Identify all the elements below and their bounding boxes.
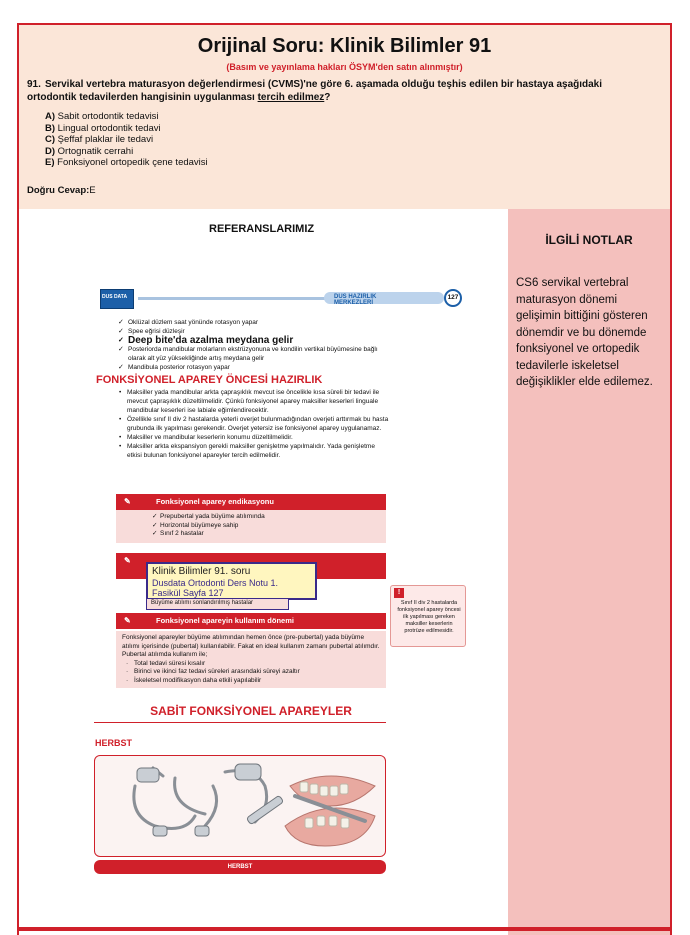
indication-item: ✓ Sınıf 2 hastalar bbox=[152, 530, 380, 539]
section-title-fonksiyonel: FONKSİYONEL APAREY ÖNCESİ HAZIRLIK bbox=[96, 374, 323, 386]
bullet-item: • Özellikle sınıf II div 2 hastalarda yeterli overjet bulunmadığından overjeti arttırmak bu hasta grubunda ilk yapılması gerekendir. Overjet yetersiz ise fonksiyonel aparey uygulanamaz. bbox=[118, 415, 390, 433]
notes-text: CS6 servikal vertebral maturasyon dönemi gelişimin bittiğini gösteren dönemdir ve bu dönemde fonksiyonel ve ortopedik tedavilerle iskeletsel değişiklikler elde edilemez. bbox=[516, 277, 653, 388]
section-title-sabit: SABİT FONKSİYONEL APAREYLER bbox=[150, 704, 352, 718]
indication-title: ✎ Fonksiyonel aparey endikasyonu bbox=[116, 494, 386, 510]
usage-item: · İskeletsel modifikasyon daha etkili yapılabilir bbox=[122, 677, 380, 686]
ref-line-1: Klinik Bilimler 91. soru bbox=[152, 566, 251, 577]
question-end: ? bbox=[324, 92, 331, 103]
indication-item: ✓ Horizontal büyümeye sahip bbox=[152, 522, 380, 531]
reference-highlight bbox=[146, 562, 317, 600]
question-panel bbox=[19, 25, 670, 209]
usage-title: ✎ Fonksiyonel apareyin kullanım dönemi bbox=[116, 613, 386, 629]
option-c: C) Şeffaf plaklar ile tedavi bbox=[45, 134, 154, 146]
contraindication-item: Büyüme atılımı sonlandırılmış hastalar bbox=[146, 598, 289, 610]
check-item: ✓ Oklüzal düzlem saat yönünde rotasyon yapar bbox=[118, 318, 390, 327]
side-note bbox=[390, 585, 466, 647]
usage-box bbox=[116, 613, 386, 629]
page-number: 127 bbox=[444, 289, 462, 307]
option-d: D) Ortognatik cerrahi bbox=[45, 145, 134, 157]
frame-bottom-border bbox=[17, 927, 672, 931]
option-a: A) Sabit ortodontik tedavisi bbox=[45, 111, 159, 122]
herbst-appliance-photo bbox=[94, 755, 386, 857]
question-text bbox=[27, 78, 637, 104]
usage-content bbox=[116, 631, 386, 688]
references-title: REFERANSLARIMIZ bbox=[209, 223, 315, 235]
usage-item: · Birinci ve ikinci faz tedavi süreleri arasındaki süreyi azaltır bbox=[122, 668, 380, 677]
copyright-subtitle: (Basım ve yayınlama hakları ÖSYM'den satın alınmıştır) bbox=[226, 62, 463, 72]
warning-icon: ! bbox=[394, 588, 404, 598]
answer-options bbox=[45, 111, 208, 169]
bullet-item: • Maksiller arkta ekspansiyon gerekli maksiller genişletme yapılmalıdır. Yada genişletme etkisi bulunan fonksiyonel apareyler tercih edilmelidir. bbox=[118, 442, 390, 460]
header-line bbox=[138, 297, 338, 300]
notes-title: İLGİLİ NOTLAR bbox=[545, 233, 633, 247]
check-item: ✓ Posteriorda mandibular molarların ekstrüzyonuna ve kondilin vertikal büyümesine bağlı olarak alt yüz yüksekliğinde artış meydana gelir bbox=[118, 345, 390, 363]
option-b: B) Lingual ortodontik tedavi bbox=[45, 122, 161, 134]
bullet-item: • Maksiller ve mandibular keserlerin konumu düzeltilmelidir. bbox=[118, 433, 390, 442]
textbook-header bbox=[94, 287, 459, 309]
question-emphasis: tercih edilmez bbox=[257, 92, 325, 103]
bullet-item: • Maksiller yada mandibular arkta çapraşıklık mevcut ise öncelikle kısa süreli bir tedavi ile mevcut çapraşıklık düzeltilmelidir. Çünkü fonksiyonel aparey maksiller keserleri linguale mandibular keserleri ise labiale eğimlendirecektir. bbox=[118, 388, 390, 415]
section-divider bbox=[94, 722, 386, 723]
question-number: 91. bbox=[27, 79, 41, 90]
usage-item: · Total tedavi süresi kısalır bbox=[122, 660, 380, 669]
option-e: E) Fonksiyonel ortopedik çene tedavisi bbox=[45, 157, 208, 169]
correct-answer bbox=[27, 185, 96, 196]
answer-value: E bbox=[89, 185, 96, 196]
check-item: ✓ Spee eğrisi düzleşir bbox=[118, 327, 390, 336]
herbst-appliance-illustration bbox=[95, 756, 386, 857]
indication-box bbox=[116, 494, 386, 543]
photo-caption: HERBST bbox=[94, 860, 386, 874]
answer-label: Doğru Cevap: bbox=[27, 185, 90, 196]
indication-content bbox=[116, 510, 386, 543]
header-center-text: DUS HAZIRLIK MERKEZLERİ bbox=[334, 294, 377, 306]
textbook-body bbox=[96, 318, 390, 460]
usage-text: Fonksiyonel apareyler büyüme atılımından hemen önce (pre-pubertal) yada büyüme atılımı içerisinde (pubertal) kullanılabilir. Fakat en ideal kullanım zamanı pubertal atılımdır. Pubertal atılımda kullanım ile; bbox=[122, 634, 380, 658]
side-note-text: Sınıf II div 2 hastalarda fonksiyonel aparey öncesi ilk yapılması gereken maksiller keserlerin protrüze edilmesidir. bbox=[397, 600, 461, 634]
herbst-label: HERBST bbox=[95, 738, 133, 748]
indication-item: ✓ Prepubertal yada büyüme atılımında bbox=[152, 513, 380, 522]
check-item: ✓ Deep bite'da azalma meydana gelir bbox=[118, 336, 390, 345]
ref-line-2: Dusdata Ortodonti Ders Notu 1. bbox=[152, 578, 279, 588]
notes-panel bbox=[508, 209, 670, 935]
check-item: ✓ Mandibula posterior rotasyon yapar bbox=[118, 363, 390, 372]
ref-line-3: Fasikül Sayfa 127 bbox=[152, 588, 224, 598]
page-title: Orijinal Soru: Klinik Bilimler 91 bbox=[197, 35, 492, 57]
logo-text: DUS DATA bbox=[102, 294, 128, 300]
question-body: Servikal vertebra maturasyon değerlendirmesi (CVMS)'ne göre 6. aşamada olduğu teşhis edilen bir hastaya aşağıdaki ortodontik tedavilerden hangisinin uygulanması bbox=[27, 79, 603, 103]
